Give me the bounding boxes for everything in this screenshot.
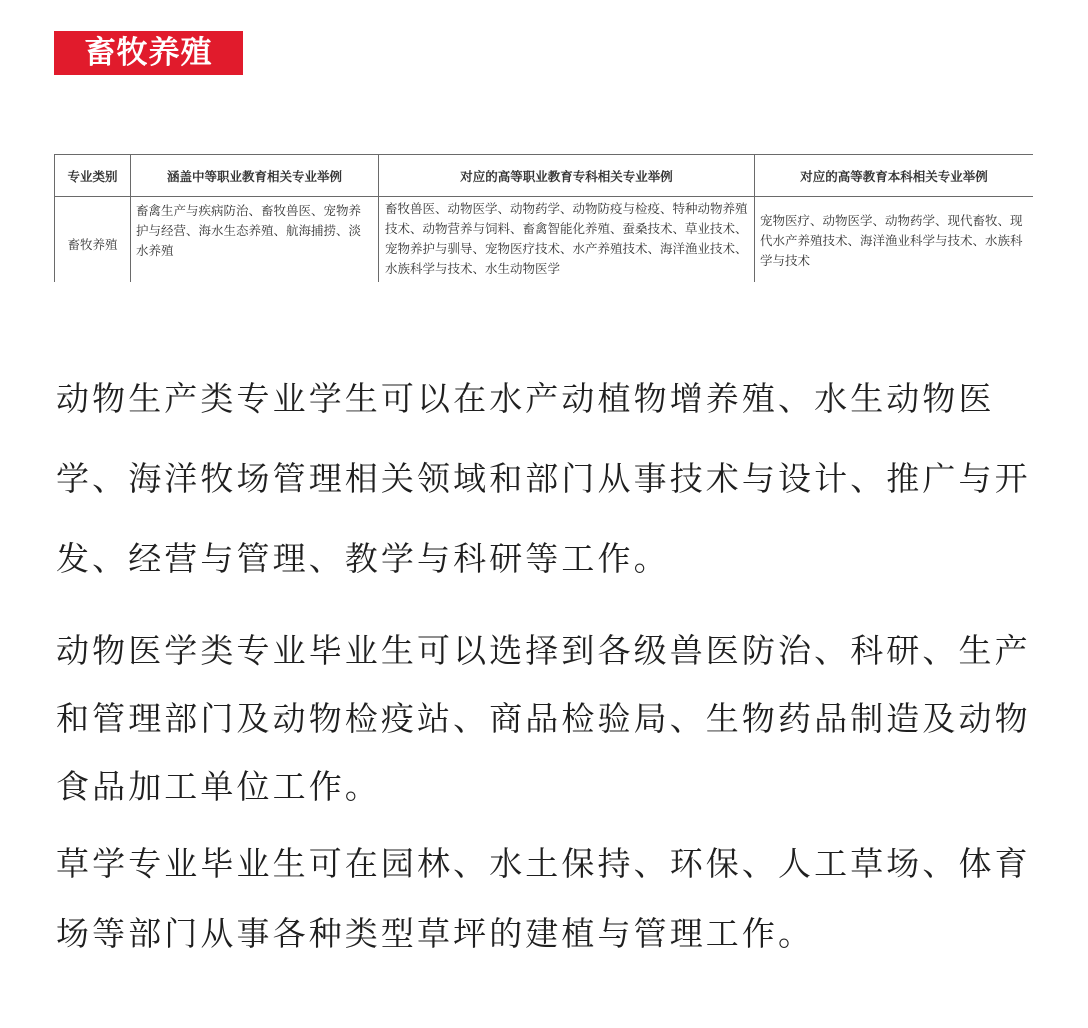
table-row <box>55 197 1034 283</box>
cell-category: 畜牧养殖 <box>55 197 131 283</box>
major-table <box>54 154 1033 282</box>
cell-vocational-majors: 畜牧兽医、动物医学、动物药学、动物防疫与检疫、特种动物养殖技术、动物营养与饲料、畜禽智能化养殖、蚕桑技术、草业技术、宠物养护与驯导、宠物医疗技术、水产养殖技术、海洋渔业技术、水族科学与技术、水生动物医学 <box>379 197 755 283</box>
header-category: 专业类别 <box>55 155 131 197</box>
section-title-badge: 畜牧养殖 <box>54 31 243 75</box>
major-table-container <box>54 154 1033 282</box>
cell-secondary-majors: 畜禽生产与疾病防治、畜牧兽医、宠物养护与经营、海水生态养殖、航海捕捞、淡水养殖 <box>131 197 379 283</box>
header-undergraduate-majors: 对应的高等教育本科相关专业举例 <box>755 155 1034 197</box>
paragraph-animal-medicine: 动物医学类专业毕业生可以选择到各级兽医防治、科研、生产和管理部门及动物检疫站、商品检验局、生物药品制造及动物食品加工单位工作。 <box>56 631 1031 806</box>
paragraph-grassland-science: 草学专业毕业生可在园林、水土保持、环保、人工草场、体育场等部门从事各种类型草坪的建植与管理工作。 <box>56 844 1031 953</box>
cell-undergraduate-majors: 宠物医疗、动物医学、动物药学、现代畜牧、现代水产养殖技术、海洋渔业科学与技术、水族科学与技术 <box>755 197 1034 283</box>
header-vocational-majors: 对应的高等职业教育专科相关专业举例 <box>379 155 755 197</box>
header-secondary-majors: 涵盖中等职业教育相关专业举例 <box>131 155 379 197</box>
table-header-row <box>55 155 1034 197</box>
paragraph-animal-production: 动物生产类专业学生可以在水产动植物增养殖、水生动物医学、海洋牧场管理相关领域和部门从事技术与设计、推广与开发、经营与管理、教学与科研等工作。 <box>56 379 1031 578</box>
